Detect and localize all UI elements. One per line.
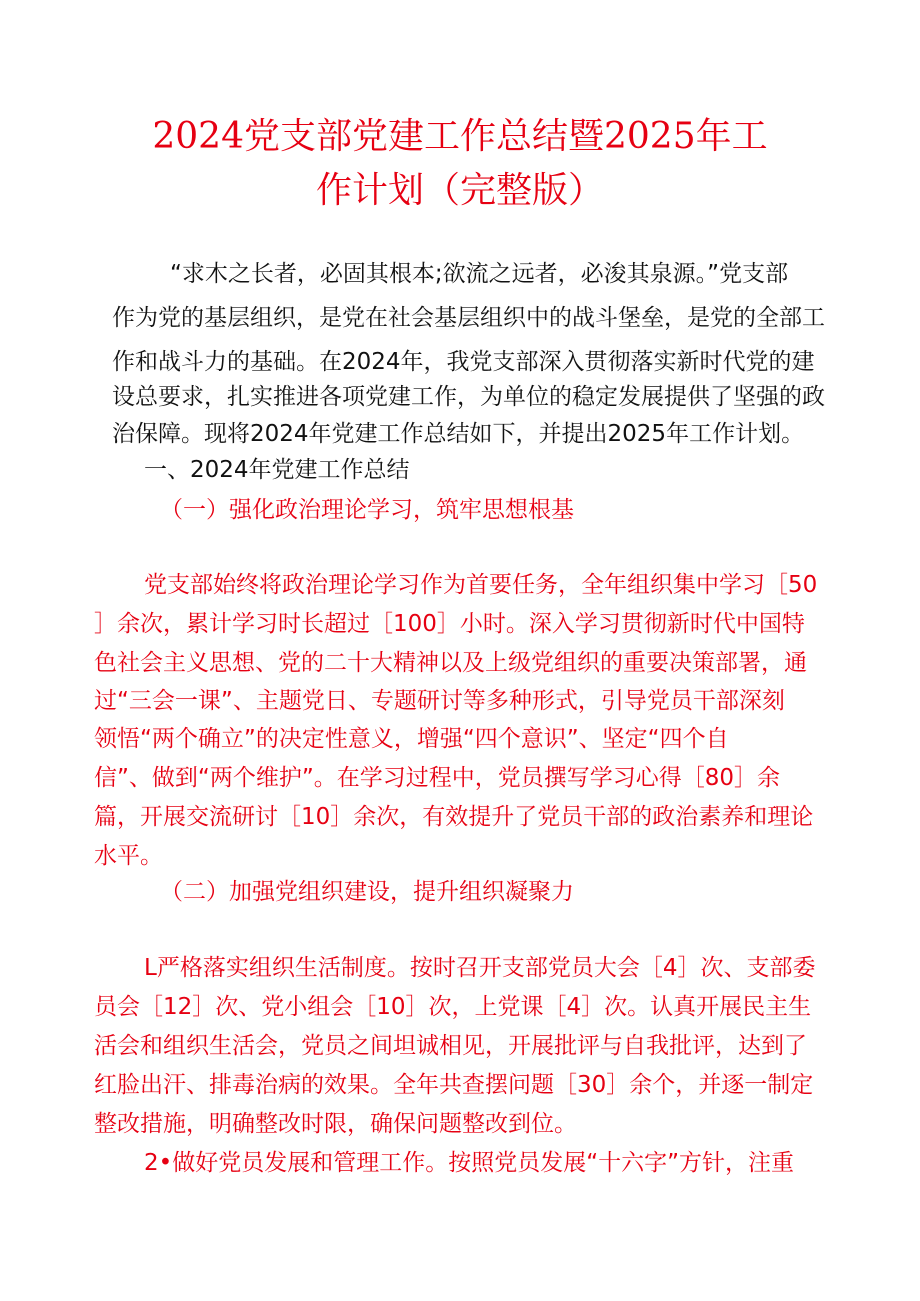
paragraph-line: 员会［12］次、党小组会［10］次，上党课［4］次。认真开展民主生 xyxy=(94,994,812,1020)
section-heading: 一、2024年党建工作总结 xyxy=(144,457,410,483)
document-title-line-1: 2024党支部党建工作总结暨2025年工 xyxy=(152,116,768,157)
intro-line: 作为党的基层组织，是党在社会基层组织中的战斗堡垒，是党的全部工 xyxy=(112,305,825,331)
intro-line: “求木之长者，必固其根本;欲流之远者，必浚其泉源。”党支部 xyxy=(170,261,789,287)
paragraph-line: 色社会主义思想、党的二十大精神以及上级党组织的重要决策部署，通 xyxy=(94,650,807,676)
paragraph-line: 信”、做到“两个维护”。在学习过程中，党员撰写学习心得［80］余 xyxy=(94,765,781,791)
paragraph-line: 活会和组织生活会，党员之间坦诚相见，开展批评与自我批评，达到了 xyxy=(94,1033,807,1059)
intro-line: 治保障。现将2024年党建工作总结如下，并提出2025年工作计划。 xyxy=(112,421,805,447)
paragraph-line: L严格落实组织生活制度。按时召开支部党员大会［4］次、支部委 xyxy=(144,955,816,981)
paragraph-line: 整改措施，明确整改时限，确保问题整改到位。 xyxy=(94,1111,577,1137)
paragraph-line: 2•做好党员发展和管理工作。按照党员发展“十六字”方针，注重 xyxy=(144,1150,795,1176)
paragraph-line: 篇，开展交流研讨［10］余次，有效提升了党员干部的政治素养和理论 xyxy=(94,804,814,830)
intro-line: 设总要求，扎实推进各项党建工作，为单位的稳定发展提供了坚强的政 xyxy=(112,384,825,410)
paragraph-line: 水平。 xyxy=(94,843,163,869)
paragraph-line: 过“三会一课”、主题党日、专题研讨等多种形式，引导党员干部深刻 xyxy=(94,688,785,714)
paragraph-line: ］余次，累计学习时长超过［100］小时。深入学习贯彻新时代中国特 xyxy=(94,611,805,637)
paragraph-line: 红脸出汗、排毒治病的效果。全年共查摆问题［30］余个，并逐一制定 xyxy=(94,1072,814,1098)
paragraph-line: 党支部始终将政治理论学习作为首要任务，全年组织集中学习［50 xyxy=(144,572,818,598)
subsection-heading: （二）加强党组织建设，提升组织凝聚力 xyxy=(160,879,574,905)
intro-line: 作和战斗力的基础。在2024年，我党支部深入贯彻落实新时代党的建 xyxy=(112,349,815,375)
subsection-heading: （一）强化政治理论学习，筑牢思想根基 xyxy=(160,497,574,523)
document-title-line-2: 作计划（完整版） xyxy=(315,170,604,211)
paragraph-line: 领悟“两个确立”的决定性意义，增强“四个意识”、坚定“四个自 xyxy=(94,726,729,752)
